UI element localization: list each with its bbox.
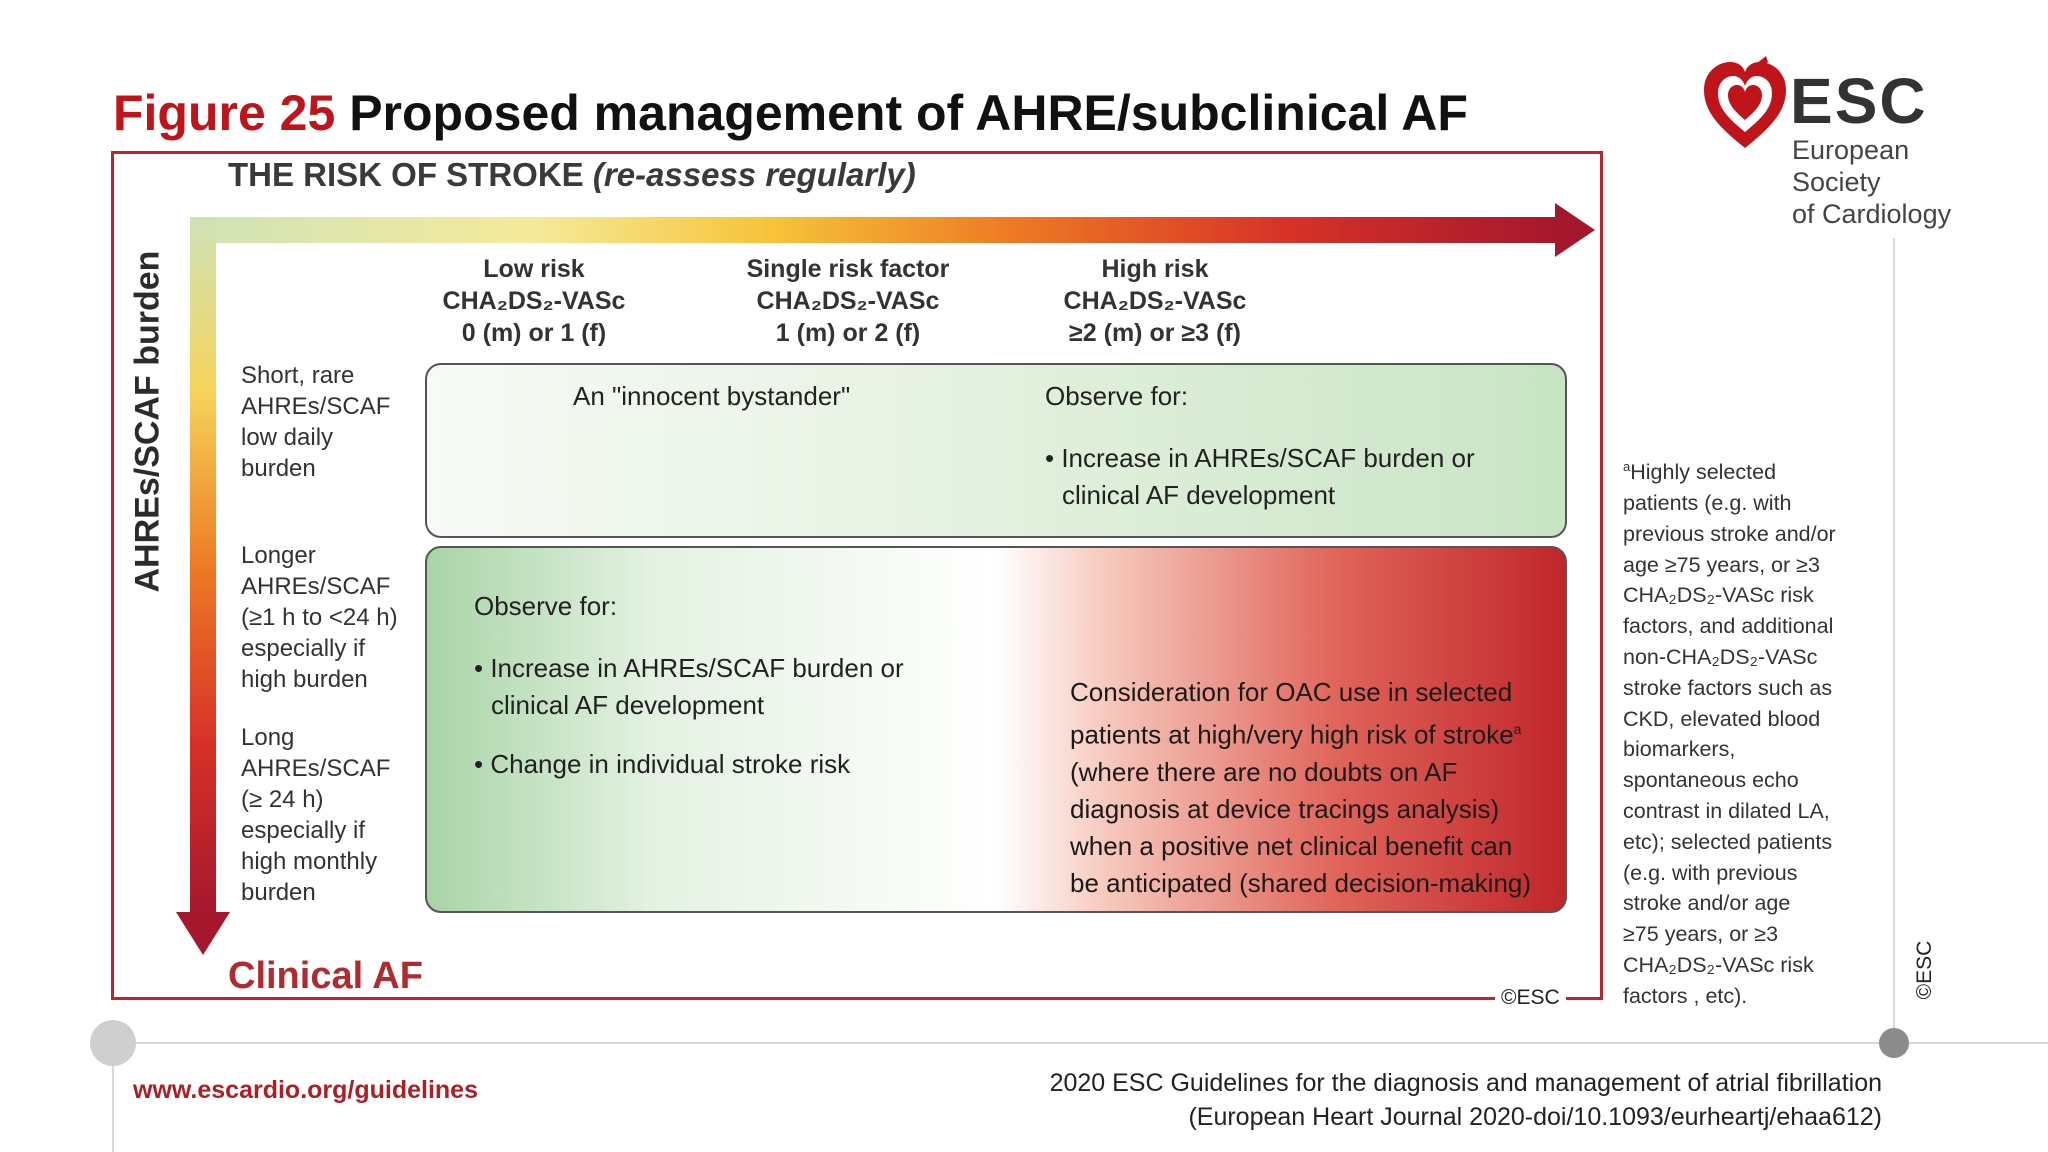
risk-of-stroke-title: [228, 156, 916, 194]
column-header-line: 0 (m) or 1 (f): [461, 319, 607, 347]
citation-line2: (European Heart Journal 2020-doi/10.1093/eurheartj/ehaa612): [1188, 1103, 1882, 1131]
right-dot: [1879, 1028, 1909, 1058]
footnote-line: age ≥75 years, or ≥3: [1623, 552, 1820, 577]
footnote-line: biomarkers,: [1623, 737, 1736, 762]
footnote-line: CHA₂DS₂-VASc risk: [1623, 952, 1814, 977]
figure-copyright: ©ESC: [1495, 986, 1566, 1010]
box2-bullet1-line1: • Increase in AHREs/SCAF burden or: [474, 653, 904, 683]
column-header-line: Single risk factor: [746, 255, 950, 283]
oac-consideration-text: [1070, 674, 1531, 902]
logo-org-line1: European Society: [1792, 135, 1910, 197]
oac-line: be anticipated (shared decision-making): [1070, 867, 1532, 898]
page-title: [113, 84, 1468, 142]
box1-observe-heading: Observe for:: [1045, 381, 1189, 411]
logo-organization: [1792, 134, 2000, 230]
column-header-low-risk: [414, 253, 654, 349]
footnote: [1623, 452, 1863, 1012]
column-header-line: CHA₂DS₂-VASc: [1063, 287, 1247, 315]
footnote-line-text: Highly selected: [1630, 460, 1777, 485]
row-label-line: especially if: [241, 635, 366, 662]
footnote-line: factors, and additional: [1623, 614, 1834, 639]
box1-bullet-line1: • Increase in AHREs/SCAF burden or: [1045, 443, 1475, 473]
row-label-line: AHREs/SCAF: [241, 573, 391, 600]
risk-subtitle-text: (re-assess regularly): [592, 156, 916, 193]
box1-bullet-line2: clinical AF development: [1062, 480, 1336, 510]
oac-line: (where there are no doubts on AF: [1070, 756, 1458, 787]
footnote-line: CHA₂DS₂-VASc risk: [1623, 583, 1814, 608]
logo-org-line2: of Cardiology: [1792, 199, 1952, 229]
footer-citation: [900, 1066, 1882, 1134]
column-header-line: ≥2 (m) or ≥3 (f): [1069, 319, 1241, 347]
y-axis-label-text: AHREs/SCAF burden: [128, 250, 167, 593]
column-header-line: CHA₂DS₂-VASc: [756, 287, 940, 315]
footnote-line: stroke and/or age: [1623, 891, 1791, 916]
row-label-line: AHREs/SCAF: [241, 393, 391, 420]
footnote-line: [1623, 452, 1863, 488]
row-label-long: [241, 722, 390, 908]
row-label-line: Short, rare: [241, 362, 355, 389]
column-header-high-risk: [1035, 253, 1275, 349]
row-label-line: burden: [241, 455, 316, 482]
clinical-af-label: Clinical AF: [228, 955, 423, 997]
footnote-line: CKD, elevated blood: [1623, 706, 1821, 731]
footnote-line: stroke factors such as: [1623, 675, 1833, 700]
column-header-line: CHA₂DS₂-VASc: [442, 287, 626, 315]
side-copyright-text: ©ESC: [1913, 940, 1936, 1000]
row-label-line: (≥ 24 h): [241, 786, 324, 813]
oac-footnote-marker: a: [1513, 721, 1522, 737]
box2-observe-heading: Observe for:: [474, 591, 618, 621]
oac-line: Consideration for OAC use in selected: [1070, 677, 1513, 707]
oac-line: [1070, 711, 1531, 754]
row-label-line: low daily: [241, 424, 334, 451]
box2-bullet2: • Change in individual stroke risk: [474, 749, 851, 779]
footnote-marker: a: [1623, 459, 1631, 474]
logo-acronym: ESC: [1790, 65, 1928, 137]
oac-line: when a positive net clinical benefit can: [1070, 830, 1513, 861]
citation-line1: 2020 ESC Guidelines for the diagnosis and management of atrial fibrillation: [1049, 1069, 1882, 1097]
footnote-line: previous stroke and/or: [1623, 521, 1836, 546]
footer-url[interactable]: www.escardio.org/guidelines: [133, 1076, 478, 1104]
esc-logo: [1700, 56, 2000, 229]
row-label-line: Longer: [241, 542, 316, 569]
footnote-line: contrast in dilated LA,: [1623, 798, 1830, 823]
column-header-line: Low risk: [483, 255, 585, 283]
footnote-line: non-CHA₂DS₂-VASc: [1623, 644, 1818, 669]
row-label-line: burden: [241, 879, 316, 906]
risk-title-text: THE RISK OF STROKE: [228, 156, 584, 193]
row-label-line: (≥1 h to <24 h): [241, 604, 398, 631]
row-label-line: AHREs/SCAF: [241, 755, 391, 782]
column-header-line: High risk: [1101, 255, 1209, 283]
heart-logo-icon: [1700, 56, 1790, 156]
footnote-line: patients (e.g. with: [1623, 490, 1792, 515]
oac-line-text: patients at high/very high risk of stroke: [1070, 719, 1514, 750]
row-label-line: high monthly: [241, 848, 378, 875]
figure-label: Figure 25: [113, 85, 336, 141]
row-label-line: high burden: [241, 666, 368, 693]
box2-bullet1-line2: clinical AF development: [491, 690, 765, 720]
figure-title-text: Proposed management of AHRE/subclinical AF: [349, 85, 1468, 141]
row-label-line: especially if: [241, 817, 366, 844]
left-dot: [90, 1020, 136, 1066]
footnote-line: (e.g. with previous: [1623, 860, 1798, 885]
footnote-line: spontaneous echo: [1623, 768, 1799, 793]
footnote-line: factors , etc).: [1623, 983, 1748, 1008]
footnote-line: etc); selected patients: [1623, 829, 1833, 854]
row-label-longer: [241, 540, 398, 695]
column-header-single-risk: [718, 253, 978, 349]
oac-line: diagnosis at device tracings analysis): [1070, 793, 1500, 824]
column-header-line: 1 (m) or 2 (f): [775, 319, 921, 347]
row-label-line: Long: [241, 724, 295, 751]
innocent-bystander-text: An "innocent bystander": [573, 381, 851, 411]
row-label-short: [241, 360, 390, 484]
footnote-line: ≥75 years, or ≥3: [1623, 922, 1779, 947]
